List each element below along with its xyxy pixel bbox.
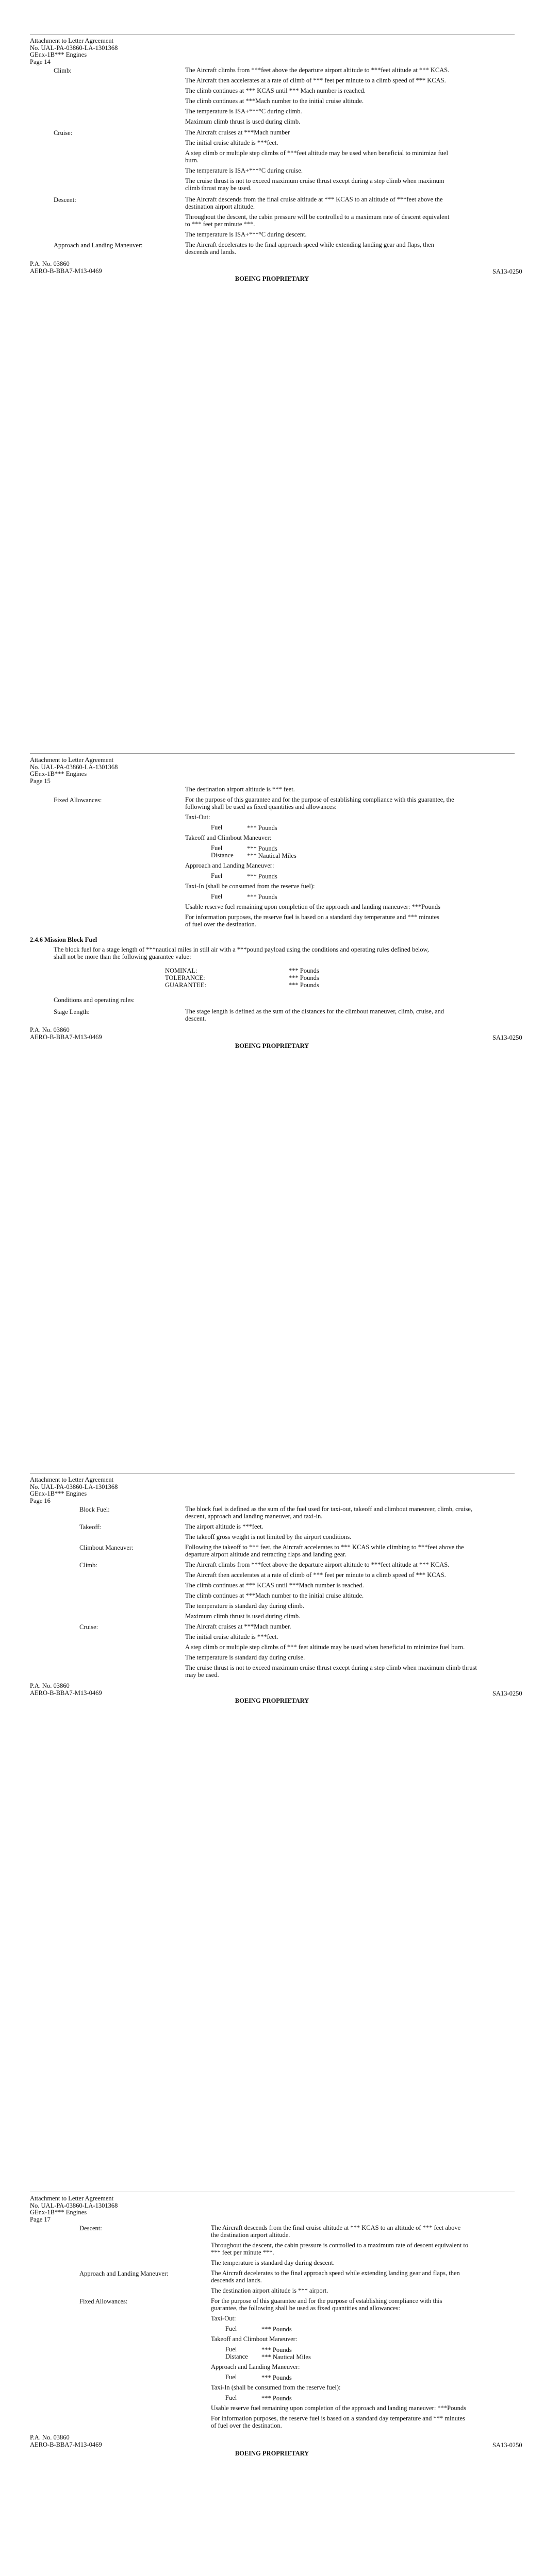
cruise-item: The cruise thrust is not to exceed maximum cruise thrust except during a step climb when maximum <box>185 177 444 184</box>
destination-altitude: The destination airport altitude is *** feet. <box>185 786 295 793</box>
stage-length-text: The stage length is defined as the sum of the distances for the climbout maneuver, climb, cruise, and <box>185 1008 444 1015</box>
cruise-item: may be used. <box>185 1671 219 1679</box>
nominal-label: NOMINAL: <box>165 967 197 974</box>
takeoff-item: The airport altitude is ***feet. <box>185 1523 263 1530</box>
page-footer <box>30 1027 102 1041</box>
footer-code: SA13-0250 <box>492 2442 522 2449</box>
fixed-intro: guarantee, the following shall be used as fixed quantities and allowances: <box>211 2304 400 2312</box>
descent-item: The Aircraft descends from the final cruise altitude at *** KCAS to an altitude of *** feet above <box>211 2224 461 2231</box>
footer-ref: AERO-B-BBA7-M13-0469 <box>30 1033 102 1041</box>
climb-item: The Aircraft climbs from ***feet above the departure airport altitude to ***feet altitude at *** KCAS. <box>185 66 450 74</box>
approach-label: Approach and Landing Maneuver: <box>79 2270 169 2277</box>
descent-item: destination airport altitude. <box>185 203 255 210</box>
approach-item: The Aircraft decelerates to the final approach speed while extending landing gear and flaps, then <box>211 2269 460 2277</box>
taxi-out-label: Taxi-Out: <box>185 814 210 821</box>
approach-item: The destination airport altitude is *** airport. <box>211 2287 328 2294</box>
footer-pa: P.A. No. 03860 <box>30 2434 70 2441</box>
header-line-2: No. UAL-PA-03860-LA-1301368 <box>30 44 118 52</box>
cruise-item: The Aircraft cruises at ***Mach number <box>185 129 290 136</box>
takeoff-climbout-label: Takeoff and Climbout Maneuver: <box>211 2335 298 2343</box>
cruise-label: Cruise: <box>79 1623 98 1631</box>
cruise-item: The temperature is standard day during cruise. <box>185 1654 305 1661</box>
footer-code: SA13-0250 <box>492 1034 522 1041</box>
page-header <box>30 757 118 785</box>
boeing-proprietary: BOEING PROPRIETARY <box>235 275 309 282</box>
footer-ref: AERO-B-BBA7-M13-0469 <box>30 2441 102 2448</box>
approach-landing-label: Approach and Landing Maneuver: <box>185 862 274 869</box>
descent-item: Throughout the descent, the cabin pressure is controlled to a maximum rate of descent equivalent to <box>211 2242 469 2249</box>
cruise-item: The cruise thrust is not to exceed maximum cruise thrust except during a step climb when maximum climb thrust <box>185 1664 477 1671</box>
descent-item: the destination airport altitude. <box>211 2231 290 2239</box>
approach-item: The Aircraft decelerates to the final approach speed while extending landing gear and flaps, then <box>185 241 434 248</box>
climb-item: Maximum climb thrust is used during climb. <box>185 118 301 125</box>
cruise-item: The temperature is ISA+***°C during cruise. <box>185 167 303 174</box>
fixed-intro: For the purpose of this guarantee and for the purpose of establishing compliance with this guarantee, the <box>185 796 454 803</box>
fixed-allowances-label: Fixed Allowances: <box>79 2298 128 2305</box>
section-heading: 2.4.6 Mission Block Fuel <box>30 936 97 943</box>
climb-item: The Aircraft then accelerates at a rate of climb of *** feet per minute to a climb speed of *** KCAS. <box>185 1571 446 1579</box>
fuel-value: *** Pounds <box>261 2395 292 2402</box>
fuel-label: Fuel <box>225 2374 237 2381</box>
climb-item: The temperature is ISA+***°C during climb. <box>185 108 302 115</box>
descent-item: The Aircraft descends from the final cruise altitude at *** KCAS to an altitude of ***feet above the <box>185 196 443 203</box>
header-rule <box>30 1473 515 1474</box>
cruise-item: The initial cruise altitude is ***feet. <box>185 139 278 146</box>
reserve-info: of fuel over the destination. <box>211 2422 282 2429</box>
footer-pa: P.A. No. 03860 <box>30 1682 70 1689</box>
reserve-info: For information purposes, the reserve fuel is based on a standard day temperature and *** minutes <box>185 913 439 921</box>
header-line-1: Attachment to Letter Agreement <box>30 1476 114 1483</box>
cruise-item: climb thrust may be used. <box>185 184 252 192</box>
taxi-in-label: Taxi-In (shall be consumed from the reserve fuel): <box>211 2384 341 2391</box>
takeoff-climbout-label: Takeoff and Climbout Maneuver: <box>185 834 272 841</box>
page-number: Page 17 <box>30 2215 51 2223</box>
descent-label: Descent: <box>79 2225 102 2232</box>
stage-length-label: Stage Length: <box>54 1008 90 1015</box>
cruise-label: Cruise: <box>54 129 73 137</box>
nominal-value: *** Pounds <box>289 967 319 974</box>
header-line-3: GEnx-1B*** Engines <box>30 770 87 777</box>
section-text: shall not be more than the following guarantee value: <box>54 953 191 960</box>
block-fuel-text: descent, approach and landing maneuver, and taxi-in. <box>185 1513 323 1520</box>
descent-item: The temperature is ISA+***°C during descent. <box>185 231 307 238</box>
takeoff-label: Takeoff: <box>79 1523 101 1531</box>
footer-ref: AERO-B-BBA7-M13-0469 <box>30 1689 102 1697</box>
distance-label: Distance <box>211 852 234 859</box>
reserve-info: of fuel over the destination. <box>185 921 256 928</box>
stage-length-text: descent. <box>185 1015 206 1022</box>
section-text: The block fuel for a stage length of ***nautical miles in still air with a ***pound payload using the conditions and operating rules defined below, <box>54 946 429 953</box>
fuel-value: *** Pounds <box>261 2326 292 2333</box>
approach-landing-label: Approach and Landing Maneuver: <box>211 2363 300 2370</box>
boeing-proprietary: BOEING PROPRIETARY <box>235 2450 309 2457</box>
climb-item: The climb continues at *** KCAS until *** Mach number is reached. <box>185 87 366 94</box>
cruise-item: The initial cruise altitude is ***feet. <box>185 1633 278 1640</box>
header-line-3: GEnx-1B*** Engines <box>30 51 87 58</box>
fuel-label: Fuel <box>211 872 223 879</box>
boeing-proprietary: BOEING PROPRIETARY <box>235 1697 309 1704</box>
fuel-value: *** Pounds <box>247 893 277 901</box>
climb-item: The climb continues at *** KCAS until ***Mach number is reached. <box>185 1582 364 1589</box>
taxi-out-label: Taxi-Out: <box>211 2315 236 2322</box>
descent-label: Descent: <box>54 196 76 204</box>
climb-label: Climb: <box>54 67 72 74</box>
climbout-label: Climbout Maneuver: <box>79 1544 134 1551</box>
takeoff-item: The takeoff gross weight is not limited by the airport conditions. <box>185 1533 352 1540</box>
page-footer <box>30 2434 102 2448</box>
cruise-item: burn. <box>185 157 199 164</box>
climb-item: The climb continues at ***Mach number to the initial cruise altitude. <box>185 1592 364 1599</box>
footer-pa: P.A. No. 03860 <box>30 1026 70 1033</box>
page-number: Page 15 <box>30 777 51 785</box>
header-rule <box>30 753 515 754</box>
climb-item: The Aircraft then accelerates at a rate of climb of *** feet per minute to a climb speed of *** KCAS. <box>185 77 446 84</box>
approach-item: descends and lands. <box>185 248 236 256</box>
climbout-item: departure airport altitude and retracting flaps and landing gear. <box>185 1551 347 1558</box>
fuel-value: *** Pounds <box>261 2346 292 2353</box>
tolerance-label: TOLERANCE: <box>165 974 205 981</box>
fuel-label: Fuel <box>225 2394 237 2401</box>
footer-code: SA13-0250 <box>492 268 522 275</box>
header-line-1: Attachment to Letter Agreement <box>30 2195 114 2202</box>
descent-item: Throughout the descent, the cabin pressure will be controlled to a maximum rate of descent equivalent <box>185 213 450 221</box>
footer-code: SA13-0250 <box>492 1690 522 1697</box>
page-header <box>30 2195 118 2223</box>
page-number: Page 14 <box>30 58 51 65</box>
block-fuel-label: Block Fuel: <box>79 1506 110 1513</box>
header-line-1: Attachment to Letter Agreement <box>30 37 114 44</box>
cruise-item: A step climb or multiple step climbs of ***feet altitude may be used when beneficial to minimize fuel <box>185 149 448 157</box>
header-line-2: No. UAL-PA-03860-LA-1301368 <box>30 2201 118 2209</box>
fuel-value: *** Pounds <box>247 873 277 880</box>
guarantee-label: GUARANTEE: <box>165 981 206 989</box>
descent-item: to *** feet per minute ***. <box>185 221 255 228</box>
tolerance-value: *** Pounds <box>289 974 319 981</box>
usable-reserve: Usable reserve fuel remaining upon completion of the approach and landing maneuver: ***Pounds <box>185 903 440 910</box>
block-fuel-text: The block fuel is defined as the sum of the fuel used for taxi-out, takeoff and climbout maneuver, climb, cruise, <box>185 1505 473 1513</box>
approach-item: descends and lands. <box>211 2277 262 2284</box>
page-footer <box>30 1683 102 1697</box>
page-header <box>30 38 118 65</box>
distance-value: *** Nautical Miles <box>247 852 296 859</box>
page-header <box>30 1477 118 1504</box>
approach-label: Approach and Landing Maneuver: <box>54 242 143 249</box>
climbout-item: Following the takeoff to *** feet, the Aircraft accelerates to *** KCAS while climbing to ***feet above the <box>185 1544 464 1551</box>
header-line-3: GEnx-1B*** Engines <box>30 2209 87 2216</box>
fuel-value: *** Pounds <box>247 845 277 852</box>
distance-value: *** Nautical Miles <box>261 2353 311 2361</box>
fuel-label: Fuel <box>211 824 223 831</box>
climb-item: The Aircraft climbs from ***feet above the departure airport altitude to ***feet altitude at *** KCAS. <box>185 1561 450 1568</box>
fuel-label: Fuel <box>211 893 223 900</box>
fixed-intro: For the purpose of this guarantee and for the purpose of establishing compliance with this <box>211 2297 442 2304</box>
page-number: Page 16 <box>30 1497 51 1504</box>
climb-item: The climb continues at ***Mach number to the initial cruise altitude. <box>185 97 364 105</box>
fuel-label: Fuel <box>211 844 223 852</box>
header-line-2: No. UAL-PA-03860-LA-1301368 <box>30 763 118 771</box>
boeing-proprietary: BOEING PROPRIETARY <box>235 1042 309 1049</box>
climb-label: Climb: <box>79 1562 97 1569</box>
page-footer <box>30 261 102 275</box>
climb-item: Maximum climb thrust is used during climb. <box>185 1613 301 1620</box>
cruise-item: A step climb or multiple step climbs of *** feet altitude may be used when beneficial to minimize fuel burn. <box>185 1643 465 1651</box>
climb-item: The temperature is standard day during climb. <box>185 1602 304 1609</box>
usable-reserve: Usable reserve fuel remaining upon completion of the approach and landing maneuver: ***Pounds <box>211 2404 466 2412</box>
fixed-allowances-label: Fixed Allowances: <box>54 796 102 804</box>
header-line-3: GEnx-1B*** Engines <box>30 1490 87 1497</box>
distance-label: Distance <box>225 2353 248 2360</box>
conditions-label: Conditions and operating rules: <box>54 996 135 1004</box>
fuel-label: Fuel <box>225 2346 237 2353</box>
fixed-intro: following shall be used as fixed quantities and allowances: <box>185 803 337 810</box>
footer-pa: P.A. No. 03860 <box>30 260 70 267</box>
guarantee-value: *** Pounds <box>289 981 319 989</box>
fuel-value: *** Pounds <box>261 2374 292 2381</box>
footer-ref: AERO-B-BBA7-M13-0469 <box>30 267 102 275</box>
descent-item: *** feet per minute ***. <box>211 2249 274 2256</box>
fuel-label: Fuel <box>225 2325 237 2332</box>
header-rule <box>30 34 515 35</box>
descent-item: The temperature is standard day during descent. <box>211 2259 335 2266</box>
reserve-info: For information purposes, the reserve fuel is based on a standard day temperature and *** minutes <box>211 2415 465 2422</box>
header-line-1: Attachment to Letter Agreement <box>30 756 114 764</box>
header-line-2: No. UAL-PA-03860-LA-1301368 <box>30 1483 118 1490</box>
taxi-in-label: Taxi-In (shall be consumed from the reserve fuel): <box>185 883 315 890</box>
fuel-value: *** Pounds <box>247 824 277 832</box>
cruise-item: The Aircraft cruises at ***Mach number. <box>185 1623 291 1630</box>
